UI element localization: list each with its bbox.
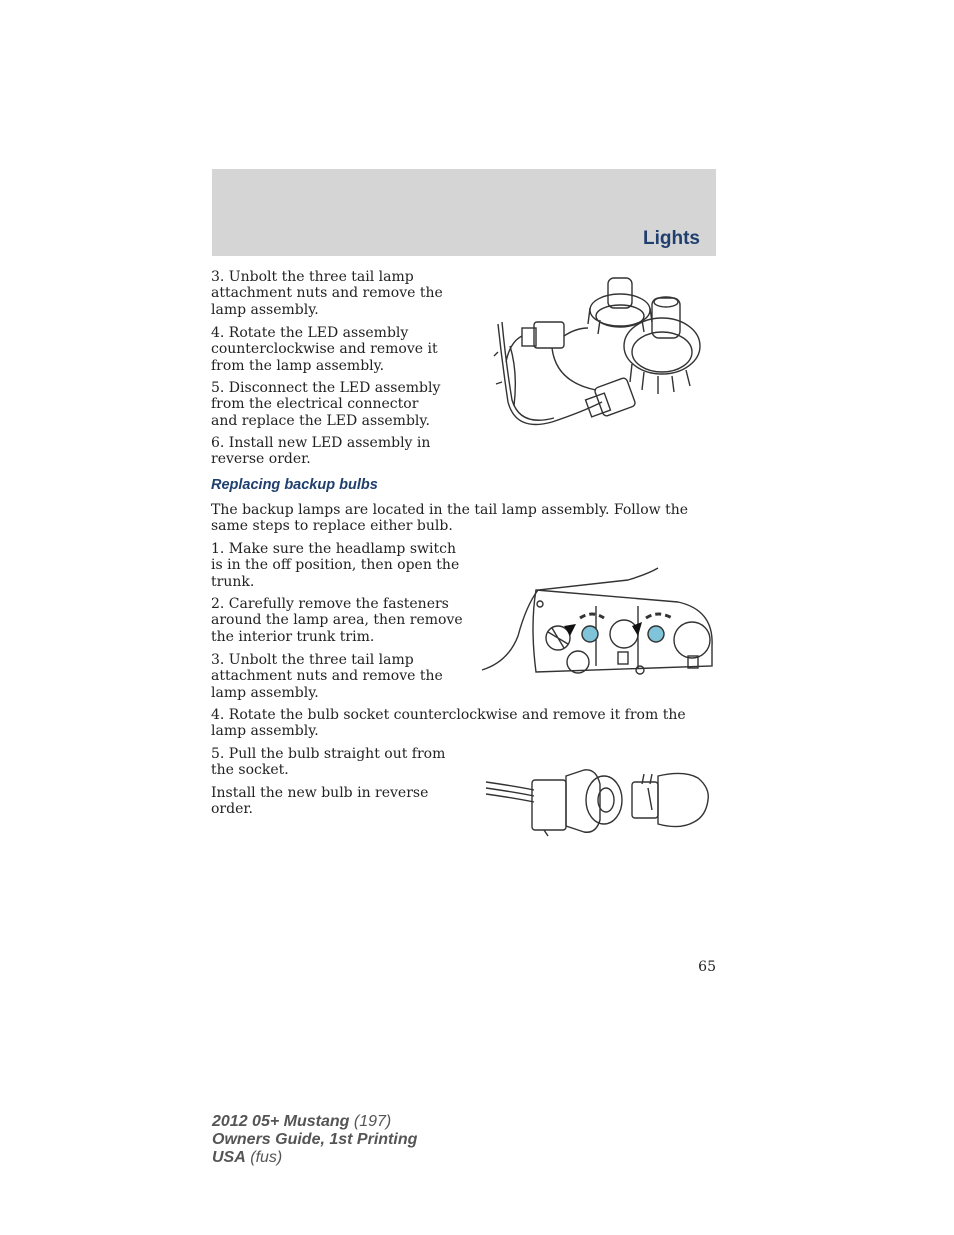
step-text: 1. Make sure the headlamp switch is in the off position, then open the trunk.: [211, 541, 460, 590]
step-text: Install the new bulb in reverse order.: [211, 785, 429, 818]
step-text: 3. Unbolt the three tail lamp attachment nuts and remove the lamp assembly.: [211, 269, 443, 318]
tail-lamp-illustration: [478, 566, 716, 678]
footer-guide: Owners Guide, 1st Printing: [212, 1131, 418, 1148]
section-title: Lights: [643, 228, 700, 249]
step-text: 3. Unbolt the three tail lamp attachment nuts and remove the lamp assembly.: [211, 652, 443, 701]
step-text: 5. Pull the bulb straight out from the socket.: [211, 746, 446, 779]
subheading: Replacing backup bulbs: [211, 477, 378, 493]
footer: [212, 1113, 417, 1167]
step-text: 4. Rotate the LED assembly counterclockwise and remove it from the lamp assembly.: [211, 325, 438, 374]
footer-line-market: [212, 1149, 417, 1167]
step-text: 6. Install new LED assembly in reverse order.: [211, 435, 431, 468]
footer-market-code: (fus): [250, 1149, 283, 1166]
footer-line-model: [212, 1113, 417, 1131]
step-text: 5. Disconnect the LED assembly from the electrical connector and replace the LED assembly.: [211, 380, 441, 429]
step-text: 2. Carefully remove the fasteners around the lamp area, then remove the interior trunk trim.: [211, 596, 463, 645]
led-assembly-illustration: [492, 272, 716, 434]
page-number: 65: [698, 959, 716, 975]
footer-model-code: (197): [353, 1113, 392, 1130]
section-header-band: [212, 169, 716, 256]
step-text: 4. Rotate the bulb socket counterclockwise and remove it from the lamp assembly.: [211, 707, 686, 740]
footer-line-guide: [212, 1131, 417, 1149]
bulb-socket-illustration: [484, 764, 712, 838]
footer-model: 2012 05+ Mustang: [212, 1113, 350, 1130]
intro-text: The backup lamps are located in the tail lamp assembly. Follow the same steps to replace either bulb.: [211, 502, 689, 535]
footer-market: USA: [212, 1149, 246, 1166]
